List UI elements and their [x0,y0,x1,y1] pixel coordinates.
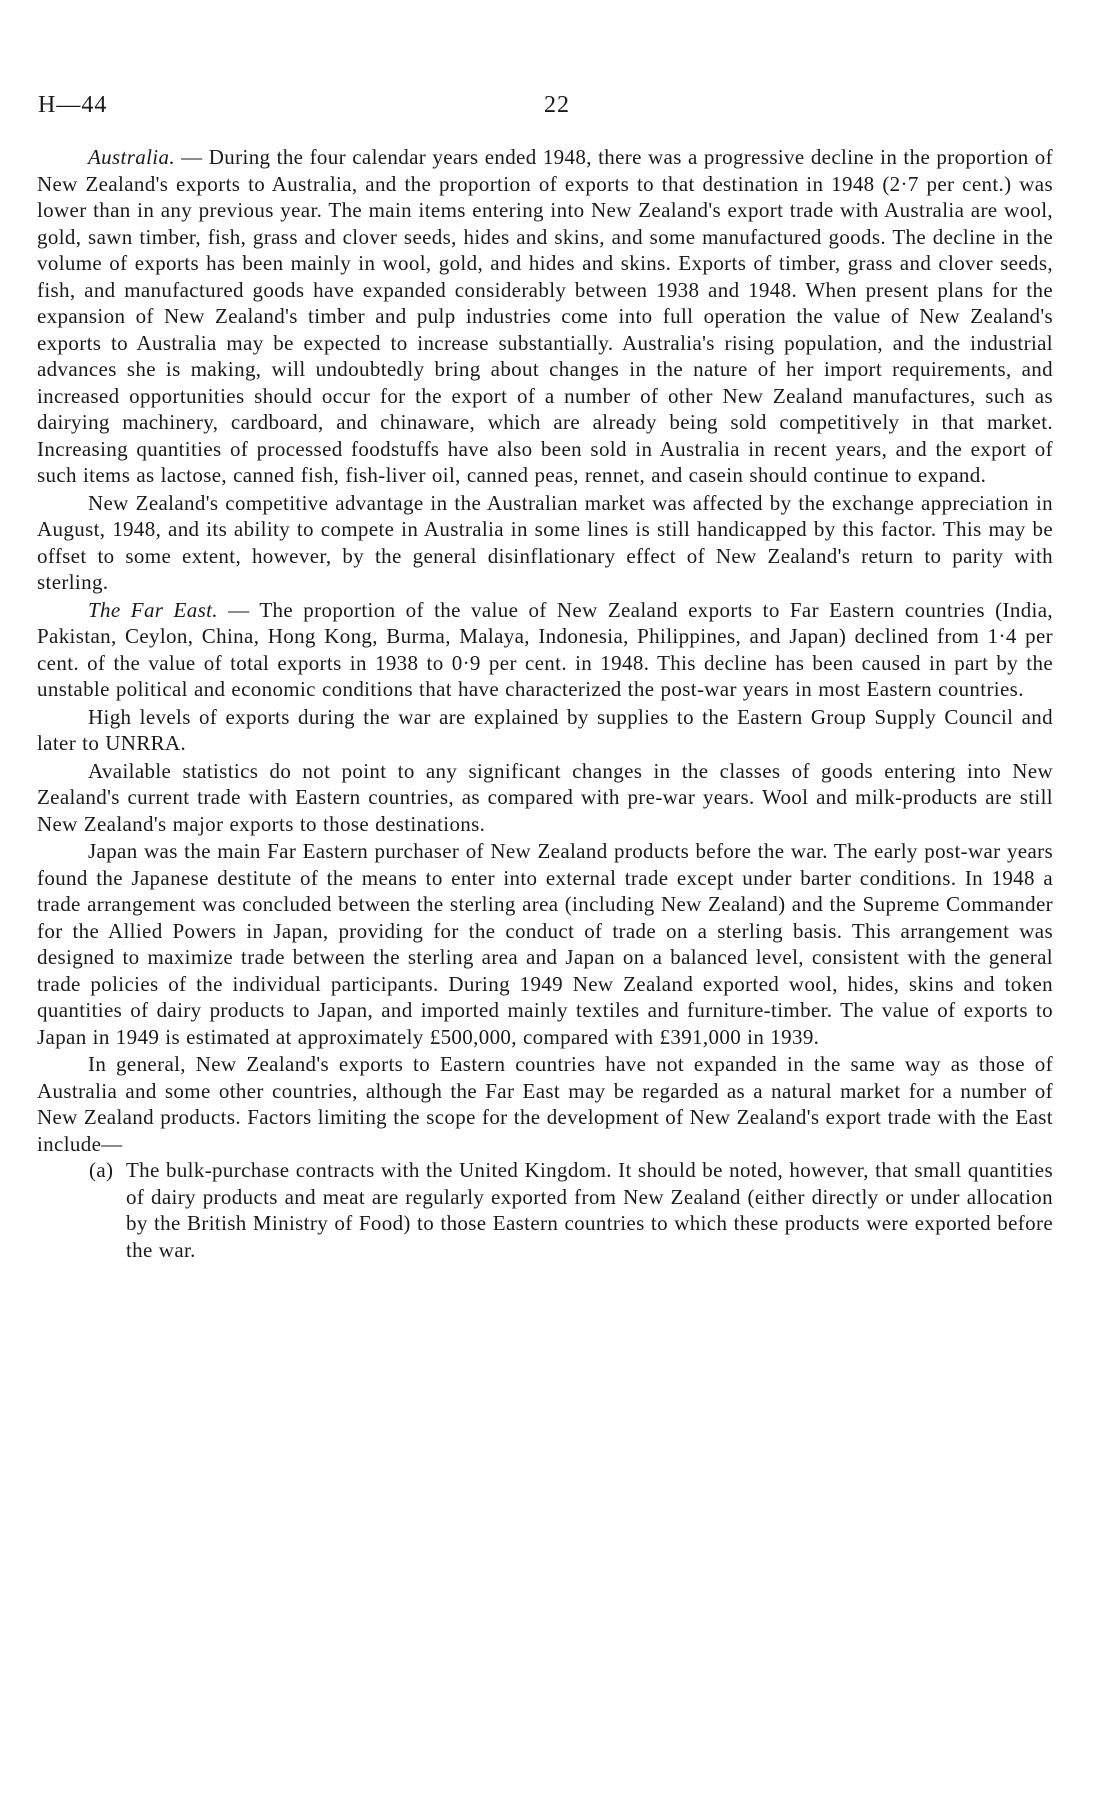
list-item-a-text: The bulk-purchase contracts with the United Kingdom. It should be noted, however, that small quantities of dairy products and meat are regularly exported from New Zealand (either directly or under allocation by the British Ministry of Food) to those Eastern countries to which these products were exported before the war. [126,1158,1053,1262]
australia-paragraph-2: New Zealand's competitive advantage in the Australian market was affected by the exchange appreciation in August, 1948, and its ability to compete in Australia in some lines is still handicapped by this factor. This may be offset to some extent, however, by the general disinflationary effect of New Zealand's return to parity with sterling. [37,490,1053,594]
far-east-paragraph-1-text: The proportion of the value of New Zealand exports to Far Eastern countries (India, Pakistan, Ceylon, China, Hong Kong, Burma, Malaya, Indonesia, Philippines, and Japan) declined from 1·4 per cent. of the value of total exports in 1938 to 0·9 per cent. in 1948. This decline has been caused in part by the unstable political and economic conditions that have characterized the post-war years in most Eastern countries. [37,597,1054,701]
far-east-heading-dash: — [217,597,260,622]
list-marker-a: (a) [89,1158,114,1182]
far-east-paragraph-3: Available statistics do not point to any significant changes in the classes of goods entering into New Zealand's current trade with Eastern countries, as compared with pre-war years. Wool and milk-products are still New Zealand's major exports to those destinations. [37,758,1053,836]
list-item-a [37,1157,1053,1263]
page-number: 22 [544,92,570,118]
document-reference: H—44 [38,92,108,118]
far-east-paragraph-1 [37,597,1053,703]
australia-heading: Australia. [88,145,175,169]
australia-paragraph-1 [37,144,1053,489]
far-east-heading: The Far East. [88,597,218,622]
body-text [37,144,1053,1263]
far-east-paragraph-5: In general, New Zealand's exports to Eastern countries have not expanded in the same way as those of Australia and some other countries, although the Far East may be regarded as a natural market for a number of New Zealand products. Factors limiting the scope for the development of New Zealand's export trade with the East include— [37,1052,1053,1156]
australia-paragraph-1-text: During the four calendar years ended 1948, there was a progressive decline in the proportion of New Zealand's exports to Australia, and the proportion of exports to that destination in 1948 (2·7 per cent.) was lower than in any previous year. The main items entering into New Zealand's export trade with Australia are wool, gold, sawn timber, fish, grass and clover seeds, hides and skins, and some manufactured goods. The decline in the volume of exports has been mainly in wool, gold, and hides and skins. Exports of timber, grass and clover seeds, fish, and manufactured goods have expanded considerably between 1938 and 1948. When present plans for the expansion of New Zealand's timber and pulp industries come into full operation the value of New Zealand's exports to Australia may be expected to increase substantially. Australia's rising population, and the industrial advances she is making, will undoubtedly bring about changes in the nature of her import requirements, and increased opportunities should occur for the export of a number of other New Zealand manufactures, such as dairying machinery, cardboard, and chinaware, which are already being sold competitively in that market. Increasing quantities of processed foodstuffs have also been sold in Australia in recent years, and the export of such items as lactose, canned fish, fish-liver oil, canned peas, rennet, and casein should continue to expand. [37,145,1053,487]
australia-heading-dash: — [174,145,209,169]
far-east-paragraph-4: Japan was the main Far Eastern purchaser of New Zealand products before the war. The early post-war years found the Japanese destitute of the means to enter into external trade except under barter conditions. In 1948 a trade arrangement was concluded between the sterling area (including New Zealand) and the Supreme Commander for the Allied Powers in Japan, providing for the conduct of trade on a sterling basis. This arrangement was designed to maximize trade between the sterling area and Japan on a balanced level, consistent with the general trade policies of the individual participants. During 1949 New Zealand exported wool, hides, skins and token quantities of dairy products to Japan, and imported mainly textiles and furniture-timber. The value of exports to Japan in 1949 is estimated at approximately £500,000, compared with £391,000 in 1939. [37,839,1053,1049]
page-header [0,88,1114,122]
far-east-paragraph-2: High levels of exports during the war are explained by supplies to the Eastern Group Supply Council and later to UNRRA. [37,704,1053,755]
